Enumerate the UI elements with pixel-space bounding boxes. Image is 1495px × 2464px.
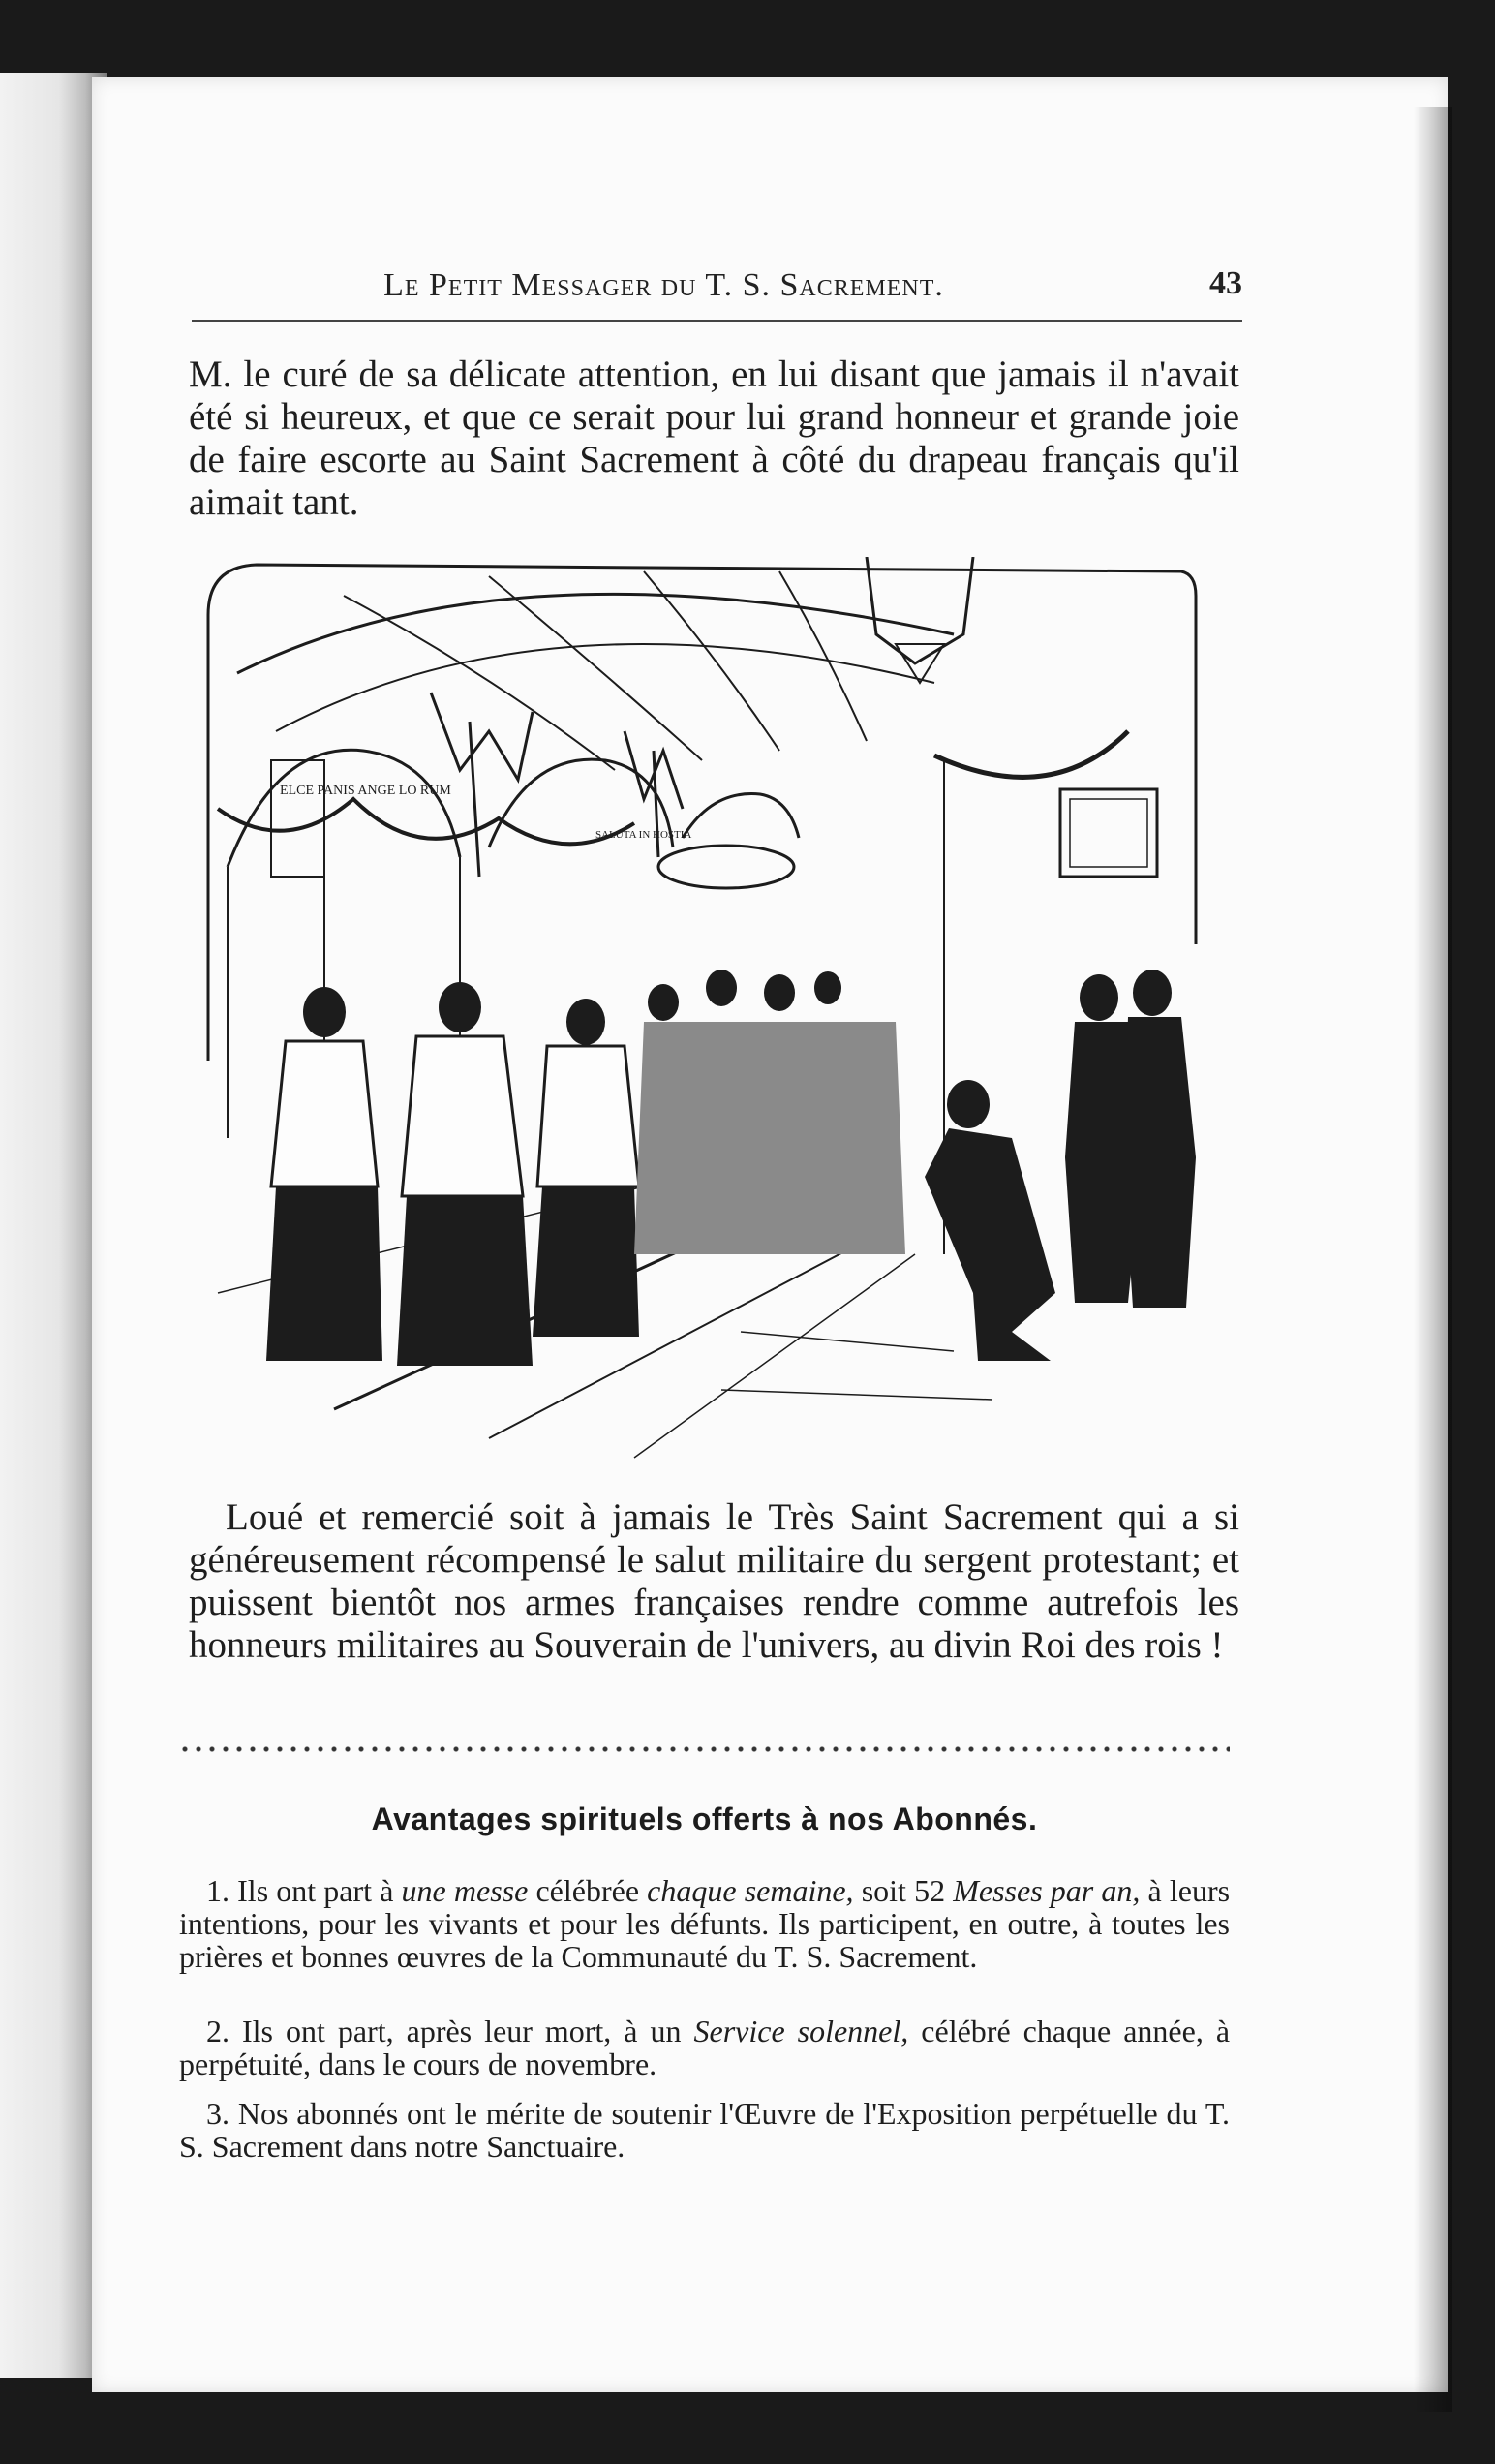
running-header bbox=[192, 262, 1242, 322]
item-number: 2. bbox=[206, 2014, 229, 2048]
banner-inscription-2: SALUTA IN HOSTIA bbox=[595, 829, 692, 841]
paragraph-opening: M. le curé de sa délicate attention, en lui disant que jamais il n'avait été si heureux, et que ce serait pour lui grand honneur et grande joie de faire escorte au Saint Sacrement à côté du drapeau français qu'il aimait tant. bbox=[189, 354, 1239, 523]
advantage-item-2: 2. Ils ont part, après leur mort, à un Service solennel, célébré chaque année, à perpétuité, dans le cours de novembre. bbox=[179, 2014, 1231, 2081]
item-number: 1. bbox=[206, 1873, 229, 1908]
advantages-title: Avantages spirituels offerts à nos Abonnés. bbox=[371, 1802, 1038, 1836]
item-number: 3. bbox=[206, 2096, 229, 2131]
book-left-edge bbox=[0, 73, 107, 2378]
banner-inscription: ELCE PANIS ANGE LO RUM bbox=[280, 784, 451, 798]
advantage-item-3: 3. Nos abonnés ont le mérite de soutenir l'Œuvre de l'Exposition perpétuelle du T. S. Sacrement dans notre Sanctuaire. bbox=[179, 2096, 1231, 2164]
procession-illustration bbox=[198, 557, 1205, 1472]
advantage-item-1: 1. Ils ont part à une messe célébrée chaque semaine, soit 52 Messes par an, à leurs intentions, pour les vivants et pour les défunts. Ils participent, en outre, à toutes les prières et bonnes œuvres de la Communauté du T. S. Sacrement. bbox=[179, 1873, 1231, 1974]
page-number: 43 bbox=[1209, 265, 1242, 301]
decorative-divider bbox=[179, 1743, 1230, 1755]
paragraph-closing: Loué et remercié soit à jamais le Très Saint Sacrement qui a si généreusement récompensé le salut militaire du sergent protestant; et puissent bientôt nos armes françaises rendre comme autrefois les honneurs militaires au Souverain de l'univers, au divin Roi des rois ! bbox=[189, 1496, 1239, 1666]
running-title: Le Petit Messager du T. S. Sacrement. bbox=[383, 267, 944, 303]
page-right-shadow bbox=[1414, 107, 1452, 2412]
